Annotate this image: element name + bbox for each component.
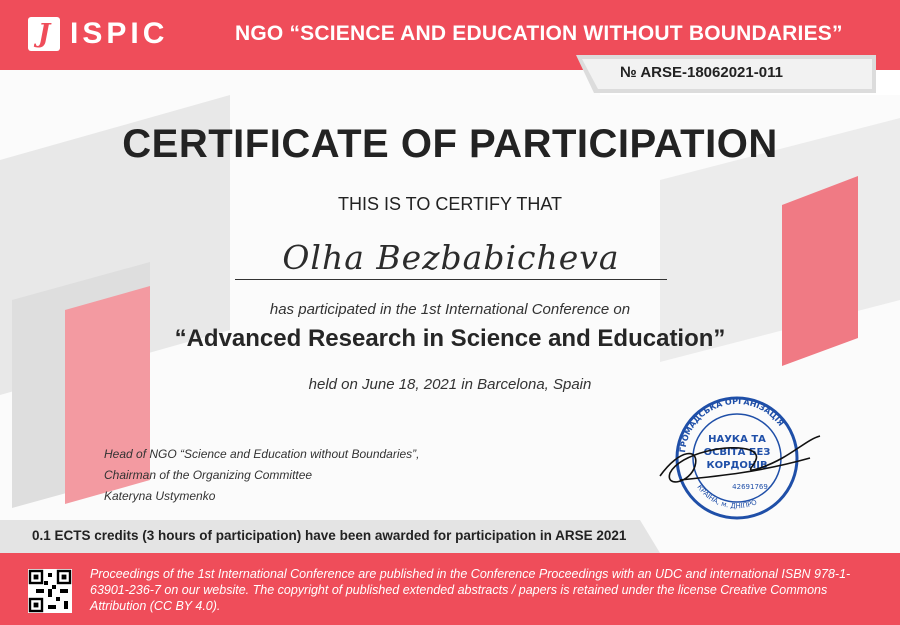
ects-credits-text: 0.1 ECTS credits (3 hours of participation) have been awarded for participation in ARSE 2021 xyxy=(32,528,627,543)
certificate-number: № ARSE-18062021-011 xyxy=(620,64,783,81)
stamp-center-line2: ОСВІТА БЕЗ xyxy=(703,447,771,458)
official-stamp xyxy=(640,388,830,523)
stamp-center-line3: КОРДОНІВ xyxy=(706,460,768,471)
certificate-heading: CERTIFICATE OF PARTICIPATION xyxy=(122,122,778,166)
name-underline xyxy=(235,279,667,280)
certify-line: THIS IS TO CERTIFY THAT xyxy=(337,194,563,214)
signatory-block xyxy=(104,444,420,507)
participation-line: has participated in the 1st International Conference on xyxy=(269,301,631,318)
conference-title: “Advanced Research in Science and Education” xyxy=(174,325,726,352)
footer-proceedings-text: Proceedings of the 1st International Conference are published in the Conference Proceedings with an UDC and international ISBN 978-1-63901-236-7 on our website. The copyright of published extended abstracts / papers is retained under the license Creative Commons Attribution (CC BY 4.0). xyxy=(90,567,851,613)
ispic-logo xyxy=(28,16,168,52)
qr-code xyxy=(28,569,72,613)
logo-text: ISPIC xyxy=(70,17,169,50)
signatory-title: Head of NGO “Science and Education without Boundaries”, xyxy=(104,447,420,461)
signatory-name: Kateryna Ustymenko xyxy=(104,489,216,503)
signatory-role: Chairman of the Organizing Committee xyxy=(104,468,313,482)
stamp-code: 42691769 xyxy=(732,483,768,491)
participant-name: Olha Bezbabicheva xyxy=(282,238,620,277)
stamp-center-line1: НАУКА ТА xyxy=(708,434,766,445)
logo-mark: J xyxy=(28,17,60,51)
stamp-bottom-text: КРАЇНА, м. ДНІПРО xyxy=(695,483,759,511)
organization-title: NGO “SCIENCE AND EDUCATION WITHOUT BOUNDARIES” xyxy=(235,22,843,45)
held-line: held on June 18, 2021 in Barcelona, Spain xyxy=(308,376,592,393)
stamp-outer-text: ГРОМАДСЬКА ОРГАНІЗАЦІЯ xyxy=(678,396,786,454)
